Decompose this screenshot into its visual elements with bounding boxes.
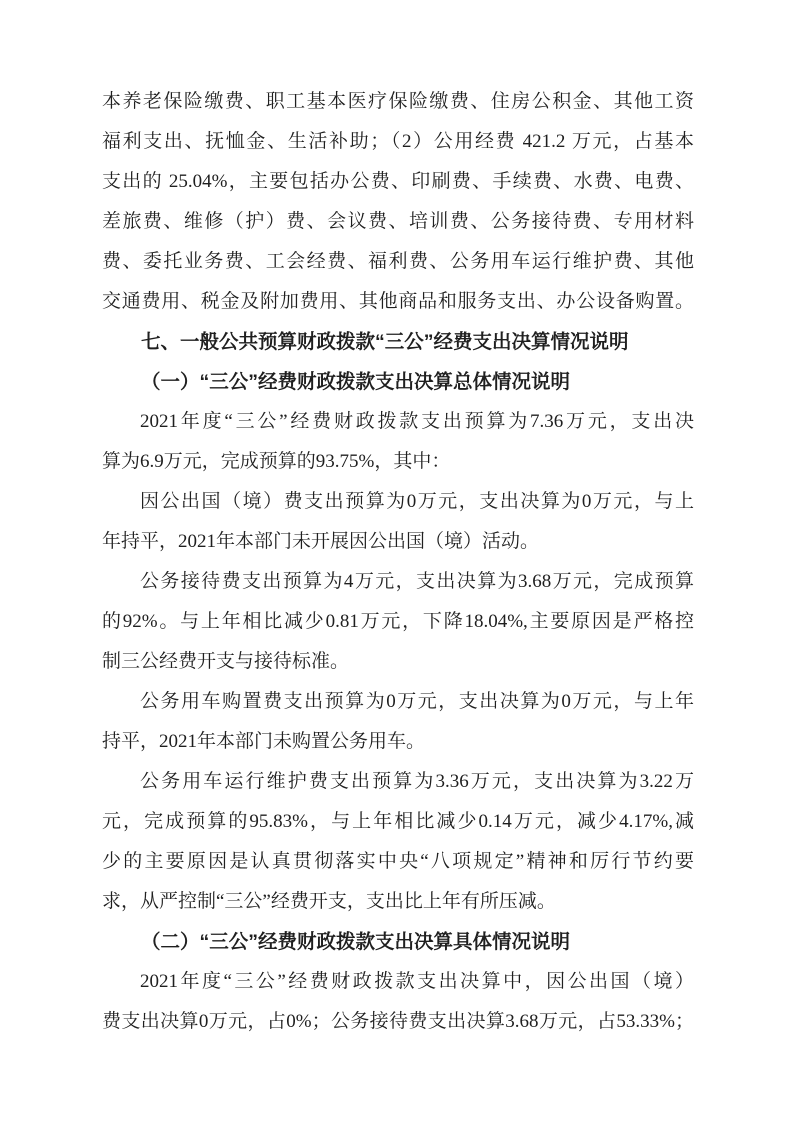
text-line: 差旅费、维修（护）费、会议费、培训费、公务接待费、专用材料 [102,211,694,232]
subsection-heading: （一）“三公”经费财政拨款支出决算总体情况说明 [141,371,571,393]
paragraph-vehicle-maintenance [102,762,694,922]
text-line: 的92%。与上年相比减少0.81万元，下降18.04%,主要原因是严格控 [102,611,694,632]
text-line: 年持平，2021年本部门未开展因公出国（境）活动。 [102,531,540,552]
text-line: 公务用车运行维护费支出预算为3.36万元，支出决算为3.22万 [140,771,694,792]
heading-section-seven [102,322,694,362]
text-line: 2021年度“三公”经费财政拨款支出预算为7.36万元，支出决 [140,411,694,432]
paragraph-public-funds-detail [102,82,694,322]
paragraph-vehicle-purchase [102,682,694,762]
document-text-block [102,82,694,1042]
text-line: 福利支出、抚恤金、生活补助；（2）公用经费 421.2 万元，占基本 [102,131,694,152]
text-line: 公务用车购置费支出预算为0万元，支出决算为0万元，与上年 [140,691,694,712]
text-line: 本养老保险缴费、职工基本医疗保险缴费、住房公积金、其他工资 [102,91,694,112]
text-line: 支出的 25.04%，主要包括办公费、印刷费、手续费、水费、电费、 [102,171,694,192]
text-line: 元，完成预算的95.83%，与上年相比减少0.14万元，减少4.17%,减 [102,811,694,832]
text-line: 少的主要原因是认真贯彻落实中央“八项规定”精神和厉行节约要 [102,851,694,872]
subsection-heading: （二）“三公”经费财政拨款支出决算具体情况说明 [141,931,571,953]
section-heading: 七、一般公共预算财政拨款“三公”经费支出决算情况说明 [141,331,629,353]
text-line: 费支出决算0万元，占0%；公务接待费支出决算3.68万元，占53.33%； [102,1011,694,1032]
paragraph-specific-breakdown [102,962,694,1042]
text-line: 费、委托业务费、工会经费、福利费、公务用车运行维护费、其他 [102,251,694,272]
text-line: 持平，2021年本部门未购置公务用车。 [102,731,426,752]
text-line: 交通费用、税金及附加费用、其他商品和服务支出、办公设备购置。 [102,291,694,312]
heading-subsection-one [102,362,694,402]
text-line: 算为6.9万元，完成预算的93.75%，其中： [102,451,451,472]
text-line: 公务接待费支出预算为4万元，支出决算为3.68万元，完成预算 [140,571,694,592]
text-line: 2021年度“三公”经费财政拨款支出决算中，因公出国（境） [140,971,694,992]
paragraph-three-public-overview [102,402,694,482]
text-line: 求，从严控制“三公”经费开支，支出比上年有所压减。 [102,891,556,912]
text-line: 因公出国（境）费支出预算为0万元，支出决算为0万元，与上 [140,491,694,512]
paragraph-official-reception [102,562,694,682]
paragraph-abroad-expense [102,482,694,562]
heading-subsection-two [102,922,694,962]
text-line: 制三公经费开支与接待标准。 [102,651,350,672]
